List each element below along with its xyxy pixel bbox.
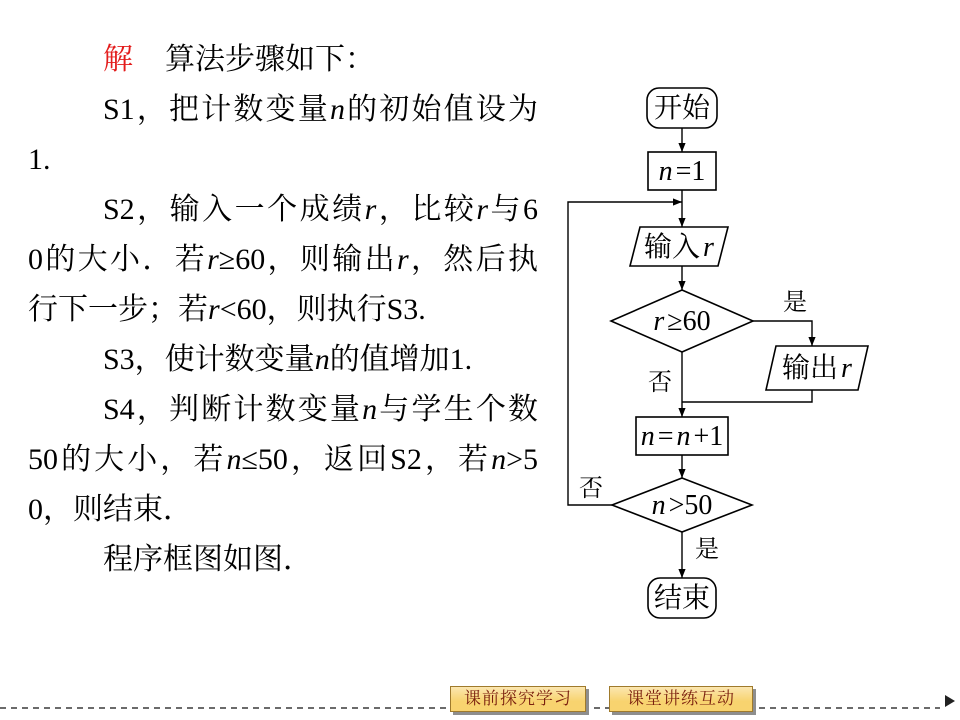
edge-condition-r-yes <box>753 321 812 346</box>
text-run: 行下一步；若 <box>28 293 208 326</box>
text-run: ，比较 <box>376 193 477 226</box>
text-run: 1. <box>28 143 51 176</box>
text-run: 输出 <box>782 352 839 384</box>
node-output <box>766 346 868 390</box>
variable-n: n <box>491 443 507 476</box>
text-run: <60，则执行S3. <box>219 293 426 326</box>
text-run: >50 <box>668 489 713 521</box>
step-s1-line <box>28 85 538 135</box>
condition-r-label <box>653 306 710 337</box>
solution-text <box>28 35 538 585</box>
node-increment <box>636 417 728 455</box>
edge-output-to-increment <box>682 390 812 402</box>
step-s2-line-end <box>28 285 538 335</box>
step-s2-line-continued <box>28 235 538 285</box>
text-run: 开始 <box>653 92 711 124</box>
variable-n: n <box>658 155 673 187</box>
text-run: 50的大小，若 <box>28 443 227 476</box>
variable-r: r <box>703 231 714 263</box>
text-run: 的初始值设为 <box>344 93 539 126</box>
text-run: 结束 <box>653 582 711 614</box>
variable-n: n <box>329 93 345 126</box>
output-label <box>782 352 852 384</box>
text-run: = <box>657 420 674 452</box>
init-label <box>659 156 706 187</box>
node-condition-n <box>612 478 752 532</box>
conclusion-line <box>28 535 538 585</box>
variable-r: r <box>364 193 377 226</box>
text-run: +1 <box>693 420 724 452</box>
variable-n: n <box>226 443 242 476</box>
variable-r: r <box>207 243 219 276</box>
variable-r: r <box>396 243 409 276</box>
solution-label: 解 <box>103 43 133 76</box>
step-s3-line <box>28 335 538 385</box>
edge-label-condition-n-no: 否 <box>579 476 603 502</box>
increment-label <box>641 421 724 452</box>
variable-n: n <box>676 420 691 452</box>
text-run: 0的大小．若 <box>28 243 208 276</box>
variable-r: r <box>653 305 665 337</box>
step-s2-line <box>28 185 538 235</box>
variable-r: r <box>841 352 852 384</box>
node-init <box>648 152 716 190</box>
text-run: 与6 <box>488 193 539 226</box>
nav-button-class-practice[interactable]: 课堂讲练互动 <box>609 686 753 712</box>
text-run: 0，则结束． <box>28 493 193 526</box>
flowchart <box>560 80 880 630</box>
edge-label-condition-r-no: 否 <box>648 370 672 396</box>
solution-heading-line <box>28 35 538 85</box>
next-slide-arrow-icon[interactable] <box>945 695 955 707</box>
step-s4-line <box>28 385 538 435</box>
text-run: ≤50，返回S2，若 <box>241 443 492 476</box>
node-condition-r <box>611 290 753 352</box>
nav-button-pre-class-study[interactable]: 课前探究学习 <box>450 686 586 712</box>
variable-n: n <box>640 420 655 452</box>
text-run: ≥60 <box>667 305 711 337</box>
text-run: S3，使计数变量 <box>103 343 315 376</box>
variable-n: n <box>362 393 378 426</box>
step-s4-line-end <box>28 485 538 535</box>
edge-label-condition-r-yes: 是 <box>783 290 807 316</box>
solution-intro: 算法步骤如下： <box>165 43 375 76</box>
text-run: S1，把计数变量 <box>103 93 330 126</box>
start-label <box>654 92 711 124</box>
edge-label-condition-n-yes: 是 <box>695 537 719 563</box>
text-run: S4，判断计数变量 <box>103 393 363 426</box>
node-end <box>648 578 716 618</box>
text-run: 与学生个数 <box>377 393 538 426</box>
node-start <box>647 88 717 128</box>
text-run: =1 <box>675 155 706 187</box>
condition-n-label <box>652 490 713 521</box>
step-s4-line-continued <box>28 435 538 485</box>
input-label <box>644 231 714 263</box>
text-run: ，然后执 <box>408 243 538 276</box>
variable-n: n <box>651 489 666 521</box>
step-s1-line-continued <box>28 135 538 185</box>
text-run: ≥60，则输出 <box>218 243 397 276</box>
node-input <box>630 227 728 266</box>
text-run: 输入 <box>644 231 701 263</box>
variable-n: n <box>314 343 330 376</box>
variable-r: r <box>208 293 220 326</box>
text-run: >5 <box>506 443 539 476</box>
text-run: 的值增加1. <box>329 343 473 376</box>
variable-r: r <box>476 193 489 226</box>
end-label <box>654 582 710 614</box>
text-run: S2，输入一个成绩 <box>103 193 365 226</box>
text-run: 程序框图如图． <box>103 543 313 576</box>
